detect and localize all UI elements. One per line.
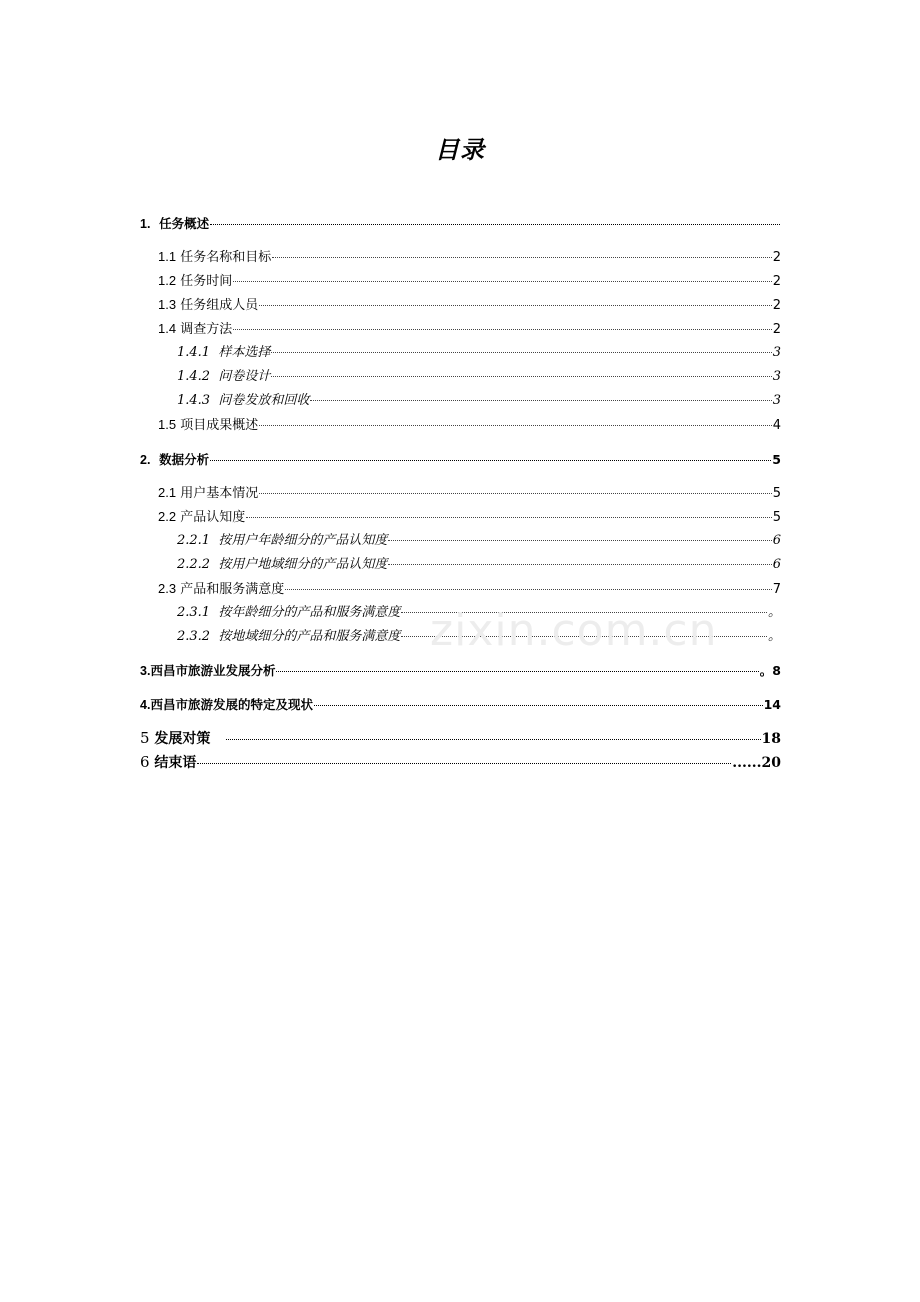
toc-leader [271,376,771,377]
toc-entry[interactable] [158,580,781,599]
toc-entry[interactable] [140,215,781,233]
toc-leader [388,540,771,541]
toc-entry-page: 。8 [759,663,781,678]
toc-entry-label: 1.4.1 样本选择 [177,345,271,360]
toc-entry-page: 。 [767,605,781,620]
toc-entry[interactable] [158,320,781,339]
toc-entry-label: 2.2.2 按用户地域细分的产品认知度 [177,557,388,572]
toc-entry-page: 5 [772,486,781,501]
toc-entry[interactable] [177,532,781,550]
toc-entry[interactable] [140,753,781,772]
toc-entry-label: 2.2.1 按用户年龄细分的产品认知度 [177,533,388,548]
toc-entry-label: 2. 数据分析 [140,452,210,467]
toc-entry-page: ......20 [732,755,781,771]
toc-leader [388,564,771,565]
toc-entry-label: 1. 任务概述 [140,216,210,231]
toc-leader [233,281,771,282]
toc-entry-page: 3 [772,345,781,360]
toc-leader [259,493,771,494]
toc-entry-page: 。 [767,629,781,644]
toc-entry-page: 6 [772,533,781,548]
toc-leader [271,352,771,353]
toc-leader [259,305,771,306]
toc-entry-page: 18 [761,731,781,747]
toc-leader [310,400,771,401]
toc-entry[interactable] [140,662,781,680]
toc-entry-page: 3 [772,369,781,384]
toc-entry[interactable] [140,451,781,469]
toc-entry[interactable] [158,416,781,435]
toc-entry-label: 2.3.2 按地域细分的产品和服务满意度 [177,629,401,644]
toc-title: 目录 [435,136,485,164]
toc-entry[interactable] [140,696,781,714]
watermark: zixin.com.cn [430,605,718,656]
toc-leader [197,763,731,764]
toc-entry-label: 2.3 产品和服务满意度 [158,581,285,597]
toc-entry-label: 6 结束语 [140,753,197,771]
toc-entry-page: 5 [772,452,781,467]
toc-leader [272,257,771,258]
toc-entry-label: 1.5 项目成果概述 [158,417,259,433]
toc-entry-page: 2 [772,322,781,337]
toc-entry-label: 1.1 任务名称和目标 [158,249,272,265]
toc-leader [210,224,780,225]
toc-entry-label: 2.3.1 按年龄细分的产品和服务满意度 [177,605,401,620]
toc-entry-page: 14 [763,697,781,712]
toc-leader [285,589,771,590]
toc-entry[interactable] [177,556,781,574]
toc-entry-label: 1.4 调查方法 [158,321,233,337]
toc-entry-page: 6 [772,557,781,572]
toc-entry[interactable] [158,296,781,315]
toc-entry-label: 1.4.3 问卷发放和回收 [177,393,310,408]
toc-entry[interactable] [158,508,781,527]
toc-leader [276,671,758,672]
toc-entry[interactable] [158,248,781,267]
toc-leader [314,705,763,706]
toc-entry-label: 3.西昌市旅游业发展分析 [140,663,276,678]
toc-leader [210,460,771,461]
toc-entry-label: 2.1 用户基本情况 [158,485,259,501]
toc-entry[interactable] [177,344,781,362]
toc-entry-page: 5 [772,510,781,525]
toc-entry[interactable] [177,368,781,386]
toc-entry-label: 4.西昌市旅游发展的特定及现状 [140,697,313,712]
toc-entry-label: 5 发展对策 [140,729,211,747]
toc-leader [246,517,771,518]
toc-leader [233,329,771,330]
toc-entry[interactable] [158,484,781,503]
toc-entry-label: 1.4.2 问卷设计 [177,369,271,384]
toc-entry-page: 7 [772,582,781,597]
toc-entry-page: 4 [772,418,781,433]
toc-leader [259,425,771,426]
toc-entry[interactable] [158,272,781,291]
toc-entry-page: 3 [772,393,781,408]
toc-entry-page: 2 [772,274,781,289]
toc-entry-label: 2.2 产品认知度 [158,509,246,525]
toc-entry-label: 1.3 任务组成人员 [158,297,259,313]
toc-leader [226,739,760,740]
toc-entry-page: 2 [772,250,781,265]
toc-entry[interactable] [177,392,781,410]
toc-entry-label: 1.2 任务时间 [158,273,233,289]
toc-entry-page: 2 [772,298,781,313]
toc-entry[interactable] [140,729,781,748]
